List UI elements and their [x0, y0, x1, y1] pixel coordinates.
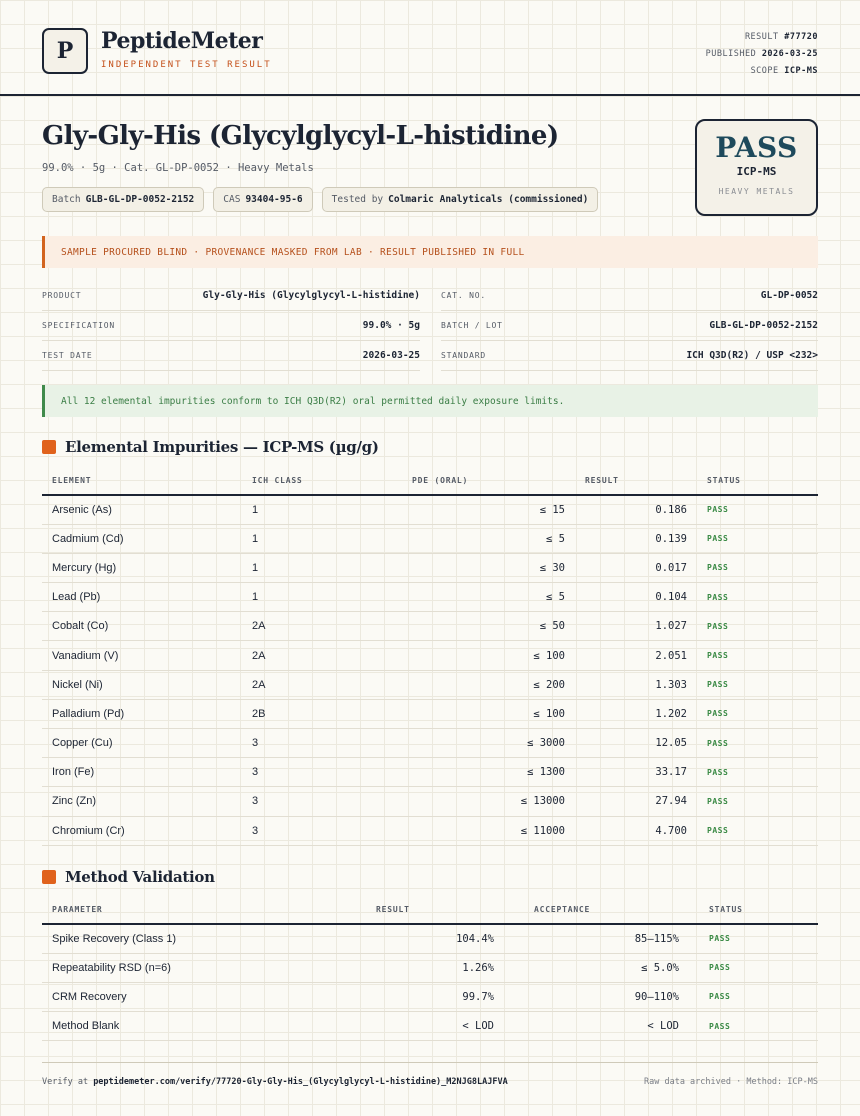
elemental-header-row — [42, 467, 818, 495]
ich-class: 3 — [242, 758, 402, 787]
section-marker-icon — [42, 440, 56, 454]
brand-subtitle: INDEPENDENT TEST RESULT — [101, 60, 272, 70]
brand-name: PeptideMeter — [101, 28, 263, 54]
status-badge: PASS — [697, 787, 818, 816]
scope-line: SCOPE ICP-MS — [750, 66, 818, 76]
element-name: Cadmium (Cd) — [42, 524, 242, 553]
status-badge: PASS — [689, 1012, 818, 1041]
info-grid — [42, 281, 818, 371]
standard-cell — [441, 341, 818, 371]
result-value: 4.700 — [575, 816, 697, 845]
pde-value: ≤ 15 — [402, 495, 575, 524]
table-row — [42, 524, 818, 553]
pass-stamp — [695, 119, 818, 216]
pde-value: ≤ 5 — [402, 583, 575, 612]
stamp-method: ICP-MS — [736, 165, 777, 178]
status-badge: PASS — [697, 729, 818, 758]
ich-class: 3 — [242, 729, 402, 758]
date-cell — [42, 341, 420, 371]
published-date: 2026-03-25 — [761, 49, 818, 59]
info-row — [42, 311, 818, 341]
elemental-section-title: Elemental Impurities — ICP-MS (µg/g) — [65, 438, 379, 456]
table-row — [42, 699, 818, 728]
verify-prefix: Verify at — [42, 1077, 89, 1087]
footer-note: Raw data archived · Method: ICP-MS — [644, 1077, 818, 1087]
ich-class: 2A — [242, 641, 402, 670]
element-name: Zinc (Zn) — [42, 787, 242, 816]
result-value: 0.139 — [575, 524, 697, 553]
table-row — [42, 787, 818, 816]
table-row — [42, 1012, 818, 1041]
table-row — [42, 495, 818, 524]
col-ich-class: ICH CLASS — [242, 467, 402, 495]
col-status: STATUS — [689, 896, 818, 924]
ich-class: 1 — [242, 495, 402, 524]
status-badge: PASS — [689, 953, 818, 982]
element-name: Cobalt (Co) — [42, 612, 242, 641]
validation-section-header — [42, 868, 215, 886]
status-badge: PASS — [697, 495, 818, 524]
ich-class: 1 — [242, 524, 402, 553]
result-value: 0.104 — [575, 583, 697, 612]
report-header — [0, 0, 860, 96]
result-value: 0.017 — [575, 553, 697, 582]
batch-chip: Batch GLB-GL-DP-0052-2152 — [42, 187, 204, 212]
standard-label: STANDARD — [441, 351, 486, 360]
table-row — [42, 758, 818, 787]
product-cell — [42, 281, 420, 311]
parameter-name: CRM Recovery — [42, 982, 312, 1011]
table-row — [42, 670, 818, 699]
batch-value: GLB-GL-DP-0052-2152 — [709, 320, 818, 331]
catno-cell — [441, 281, 818, 311]
table-row — [42, 583, 818, 612]
status-badge: PASS — [697, 583, 818, 612]
spec-cell — [42, 311, 420, 341]
element-name: Arsenic (As) — [42, 495, 242, 524]
acceptance-value: 90–110% — [504, 982, 689, 1011]
result-value: 1.26% — [312, 953, 504, 982]
verdict-text: PASS — [715, 131, 798, 164]
table-row — [42, 924, 818, 953]
table-row — [42, 816, 818, 845]
footer-divider — [42, 1062, 818, 1063]
info-row — [42, 341, 818, 371]
scope-value: ICP-MS — [784, 66, 818, 76]
published-line: PUBLISHED 2026-03-25 — [705, 49, 818, 59]
product-subtitle: 99.0% · 5g · Cat. GL-DP-0052 · Heavy Metals — [42, 162, 314, 174]
status-badge: PASS — [697, 553, 818, 582]
status-badge: PASS — [697, 670, 818, 699]
ich-class: 2A — [242, 612, 402, 641]
result-value: 27.94 — [575, 787, 697, 816]
col-result: RESULT — [575, 467, 697, 495]
standard-value: ICH Q3D(R2) / USP <232> — [686, 350, 818, 361]
element-name: Palladium (Pd) — [42, 699, 242, 728]
spec-label: SPECIFICATION — [42, 321, 116, 330]
elemental-section-header — [42, 438, 379, 456]
table-row — [42, 729, 818, 758]
col-result: RESULT — [312, 896, 504, 924]
parameter-name: Repeatability RSD (n=6) — [42, 953, 312, 982]
pde-value: ≤ 30 — [402, 553, 575, 582]
element-name: Copper (Cu) — [42, 729, 242, 758]
acceptance-value: < LOD — [504, 1012, 689, 1041]
batch-label: BATCH / LOT — [441, 321, 503, 330]
ich-class: 3 — [242, 787, 402, 816]
batch-cell — [441, 311, 818, 341]
status-badge: PASS — [697, 699, 818, 728]
ich-class: 1 — [242, 553, 402, 582]
ich-class: 3 — [242, 816, 402, 845]
report-meta — [706, 29, 818, 80]
ich-class: 1 — [242, 583, 402, 612]
status-badge: PASS — [697, 612, 818, 641]
spec-value: 99.0% · 5g — [362, 320, 420, 331]
result-value: 1.303 — [575, 670, 697, 699]
product-chips — [42, 187, 598, 212]
logo-icon: P — [42, 28, 88, 74]
pde-value: ≤ 3000 — [402, 729, 575, 758]
result-value: 33.17 — [575, 758, 697, 787]
table-row — [42, 982, 818, 1011]
stamp-category: HEAVY METALS — [718, 187, 795, 196]
pde-value: ≤ 200 — [402, 670, 575, 699]
pde-value: ≤ 50 — [402, 612, 575, 641]
acceptance-value: 85–115% — [504, 924, 689, 953]
pde-value: ≤ 11000 — [402, 816, 575, 845]
pde-value: ≤ 5 — [402, 524, 575, 553]
product-title: Gly-Gly-His (Glycylglycyl-L-histidine) — [42, 121, 559, 151]
table-row — [42, 553, 818, 582]
catno-label: CAT. NO. — [441, 291, 486, 300]
status-badge: PASS — [697, 816, 818, 845]
pde-value: ≤ 13000 — [402, 787, 575, 816]
verify-link[interactable]: peptidemeter.com/verify/77720-Gly-Gly-His_(Glycylglycyl-L-histidine)_M2NJG8LAJFVA — [93, 1077, 508, 1087]
conformance-notice: All 12 elemental impurities conform to ICH Q3D(R2) oral permitted daily exposure limits. — [42, 385, 818, 417]
element-name: Nickel (Ni) — [42, 670, 242, 699]
catno-value: GL-DP-0052 — [760, 290, 818, 301]
status-badge: PASS — [697, 524, 818, 553]
col-acceptance: ACCEPTANCE — [504, 896, 689, 924]
result-value: 104.4% — [312, 924, 504, 953]
element-name: Mercury (Hg) — [42, 553, 242, 582]
product-label: PRODUCT — [42, 291, 82, 300]
pde-value: ≤ 100 — [402, 641, 575, 670]
status-badge: PASS — [689, 982, 818, 1011]
result-value: 0.186 — [575, 495, 697, 524]
status-badge: PASS — [697, 641, 818, 670]
pde-value: ≤ 100 — [402, 699, 575, 728]
status-badge: PASS — [697, 758, 818, 787]
result-line: RESULT #77720 — [744, 32, 818, 42]
result-value: < LOD — [312, 1012, 504, 1041]
product-value: Gly-Gly-His (Glycylglycyl-L-histidine) — [202, 290, 420, 301]
col-parameter: PARAMETER — [42, 896, 312, 924]
elemental-table — [42, 467, 818, 846]
result-number: #77720 — [784, 32, 818, 42]
ich-class: 2A — [242, 670, 402, 699]
table-row — [42, 612, 818, 641]
col-pde: PDE (ORAL) — [402, 467, 575, 495]
procurement-notice: SAMPLE PROCURED BLIND · PROVENANCE MASKED FROM LAB · RESULT PUBLISHED IN FULL — [42, 236, 818, 268]
element-name: Iron (Fe) — [42, 758, 242, 787]
date-label: TEST DATE — [42, 351, 93, 360]
result-value: 1.202 — [575, 699, 697, 728]
status-badge: PASS — [689, 924, 818, 953]
result-value: 1.027 — [575, 612, 697, 641]
element-name: Vanadium (V) — [42, 641, 242, 670]
result-value: 99.7% — [312, 982, 504, 1011]
section-marker-icon — [42, 870, 56, 884]
validation-table — [42, 896, 818, 1041]
tested-by-chip: Tested by Colmaric Analyticals (commissioned) — [322, 187, 599, 212]
pde-value: ≤ 1300 — [402, 758, 575, 787]
element-name: Lead (Pb) — [42, 583, 242, 612]
acceptance-value: ≤ 5.0% — [504, 953, 689, 982]
result-value: 2.051 — [575, 641, 697, 670]
parameter-name: Spike Recovery (Class 1) — [42, 924, 312, 953]
col-status: STATUS — [697, 467, 818, 495]
info-row — [42, 281, 818, 311]
result-value: 12.05 — [575, 729, 697, 758]
cas-chip: CAS 93404-95-6 — [213, 187, 312, 212]
table-row — [42, 953, 818, 982]
ich-class: 2B — [242, 699, 402, 728]
col-element: ELEMENT — [42, 467, 242, 495]
validation-header-row — [42, 896, 818, 924]
date-value: 2026-03-25 — [362, 350, 420, 361]
table-row — [42, 641, 818, 670]
parameter-name: Method Blank — [42, 1012, 312, 1041]
validation-section-title: Method Validation — [65, 868, 215, 886]
verify-line — [42, 1077, 508, 1087]
element-name: Chromium (Cr) — [42, 816, 242, 845]
